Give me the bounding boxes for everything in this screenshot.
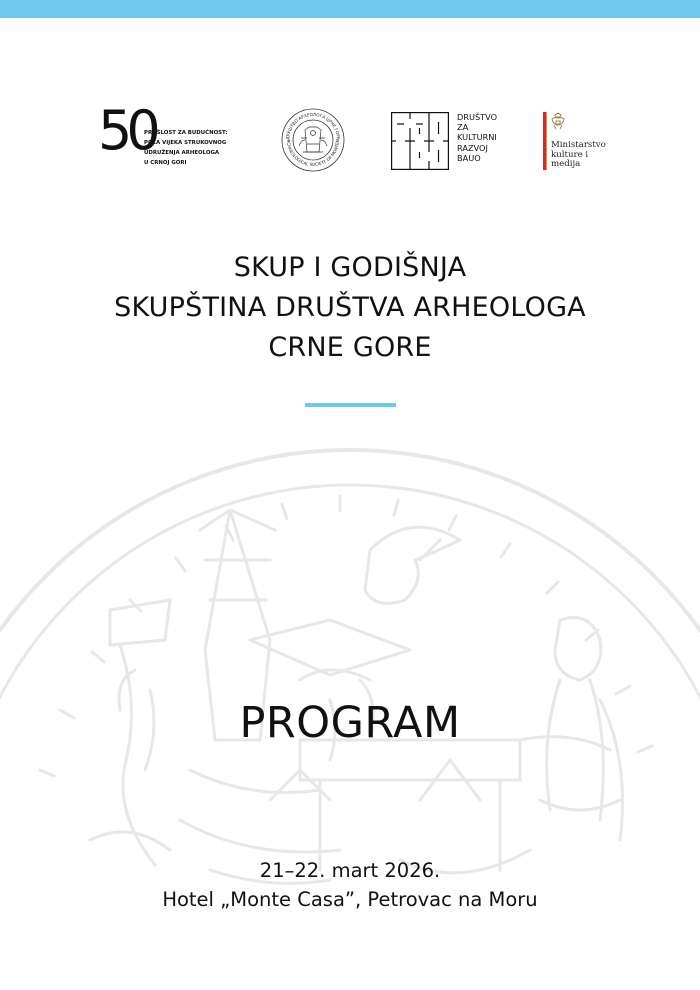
ministry-text-line: medija xyxy=(551,159,581,169)
bauo-text-line: DRUŠTVO xyxy=(457,112,498,122)
top-accent-bar xyxy=(0,0,700,18)
bauo-logo xyxy=(391,112,511,174)
ministry-text-line: kulture i xyxy=(551,149,589,160)
bauo-text xyxy=(457,112,497,163)
event-info xyxy=(0,856,700,914)
anniversary-number: 50 xyxy=(98,99,155,162)
anniversary-tagline-line: UDRUŽENJA ARHEOLOGA xyxy=(144,150,220,156)
title-line: SKUPŠTINA DRUŠTVA ARHEOLOGA xyxy=(114,292,586,323)
title-line: SKUP I GODIŠNJA xyxy=(233,252,467,283)
seal-ring-text-top: ДРУШТВО АРХЕОЛОГА ЦРНЕ ГОРЕ xyxy=(284,111,342,140)
anniversary-tagline-line: U CRNOJ GORI xyxy=(144,160,187,166)
program-heading: PROGRAM xyxy=(239,698,461,748)
ministry-text-line: Ministarstvo xyxy=(551,140,606,150)
event-date: 21–22. mart 2026. xyxy=(259,859,441,882)
archaeological-society-seal-logo xyxy=(281,108,345,172)
ministry-text xyxy=(551,141,606,170)
bauo-grid-mark xyxy=(391,112,449,170)
logos-row xyxy=(0,100,700,180)
bauo-text-line: KULTURNI xyxy=(457,132,497,143)
seal-ring-text-bottom: RCHAEOLOGICAL SOCIETY OF MONTEN xyxy=(285,139,341,168)
bauo-text-line: BAUO xyxy=(457,152,481,163)
bauo-text-line: RAZVOJ xyxy=(457,142,488,153)
anniversary-tagline xyxy=(144,128,228,168)
anniversary-tagline-line: POLA VIJEKA STRUKOVNOG xyxy=(144,140,227,146)
ministry-logo xyxy=(542,112,632,172)
event-location: Hotel „Monte Casa”, Petrovac na Moru xyxy=(162,888,538,911)
title-divider xyxy=(305,403,396,407)
title-line: CRNE GORE xyxy=(268,332,432,363)
document-title xyxy=(0,248,700,368)
bauo-text-line: ZA xyxy=(457,122,469,133)
ministry-gold-stripe xyxy=(546,112,547,170)
coat-of-arms-icon xyxy=(551,112,565,130)
anniversary-logo xyxy=(98,99,248,174)
anniversary-tagline-line: PROŠLOST ZA BUDUĆNOST: xyxy=(144,130,228,136)
